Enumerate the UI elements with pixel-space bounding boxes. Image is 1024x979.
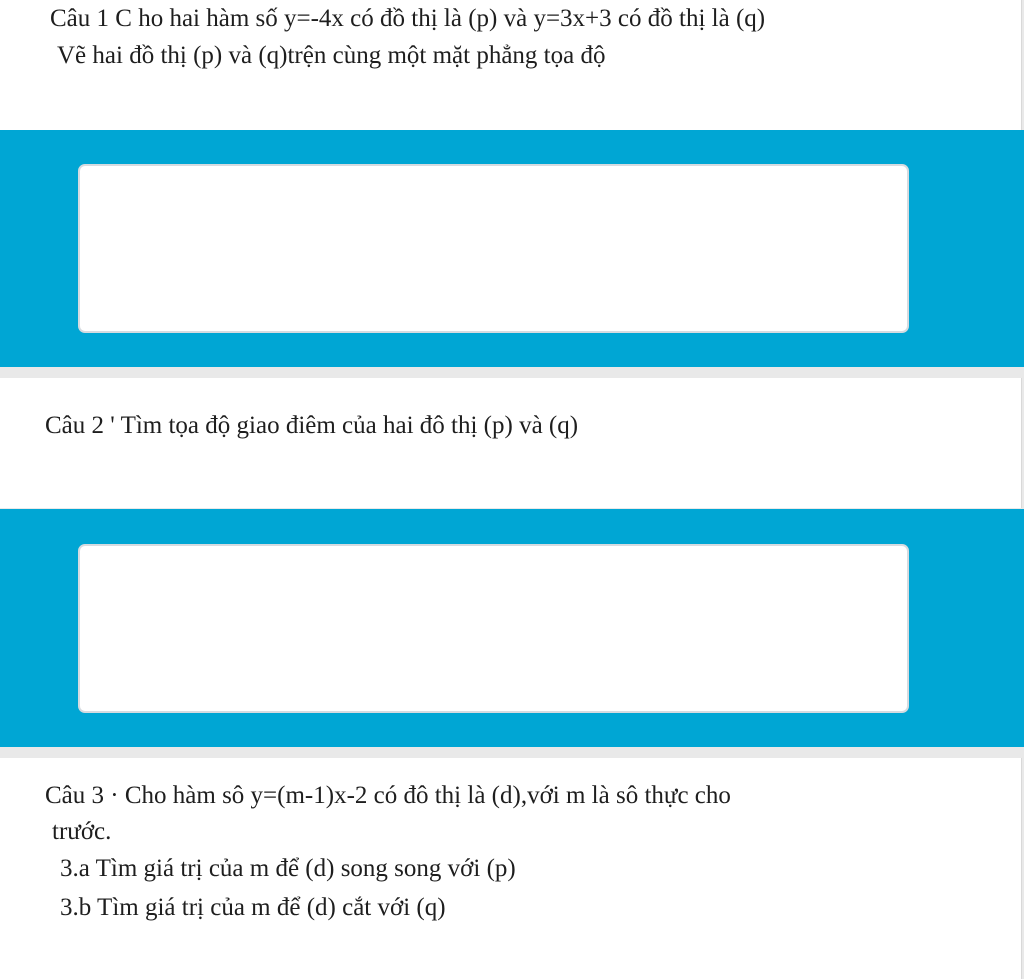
question-3-line-2: trước. <box>52 818 112 845</box>
question-3-card <box>0 758 1022 979</box>
answer-box-2[interactable] <box>78 544 909 713</box>
question-1-line-2: Vẽ hai đồ thị (p) và (q)trện cùng một mặt phẳng tọa độ <box>57 42 606 69</box>
question-2-card <box>0 378 1022 508</box>
answer-band-1 <box>0 130 1024 367</box>
question-1-line-1: Câu 1 C ho hai hàm số y=-4x có đồ thị là (p) và y=3x+3 có đồ thị là (q) <box>50 5 766 32</box>
question-3-part-b: 3.b Tìm giá trị của m để (d) cắt với (q) <box>60 894 446 921</box>
answer-band-2 <box>0 509 1024 747</box>
answer-box-1[interactable] <box>78 164 909 333</box>
question-1-card <box>0 0 1022 130</box>
question-3-part-a: 3.a Tìm giá trị của m để (d) song song với (p) <box>60 855 516 882</box>
question-3-line-1: Câu 3 · Cho hàm sô y=(m-1)x-2 có đô thị là (d),với m là sô thực cho <box>45 782 731 809</box>
question-2-line-1: Câu 2 ' Tìm tọa độ giao điêm của hai đô thị (p) và (q) <box>45 412 579 439</box>
